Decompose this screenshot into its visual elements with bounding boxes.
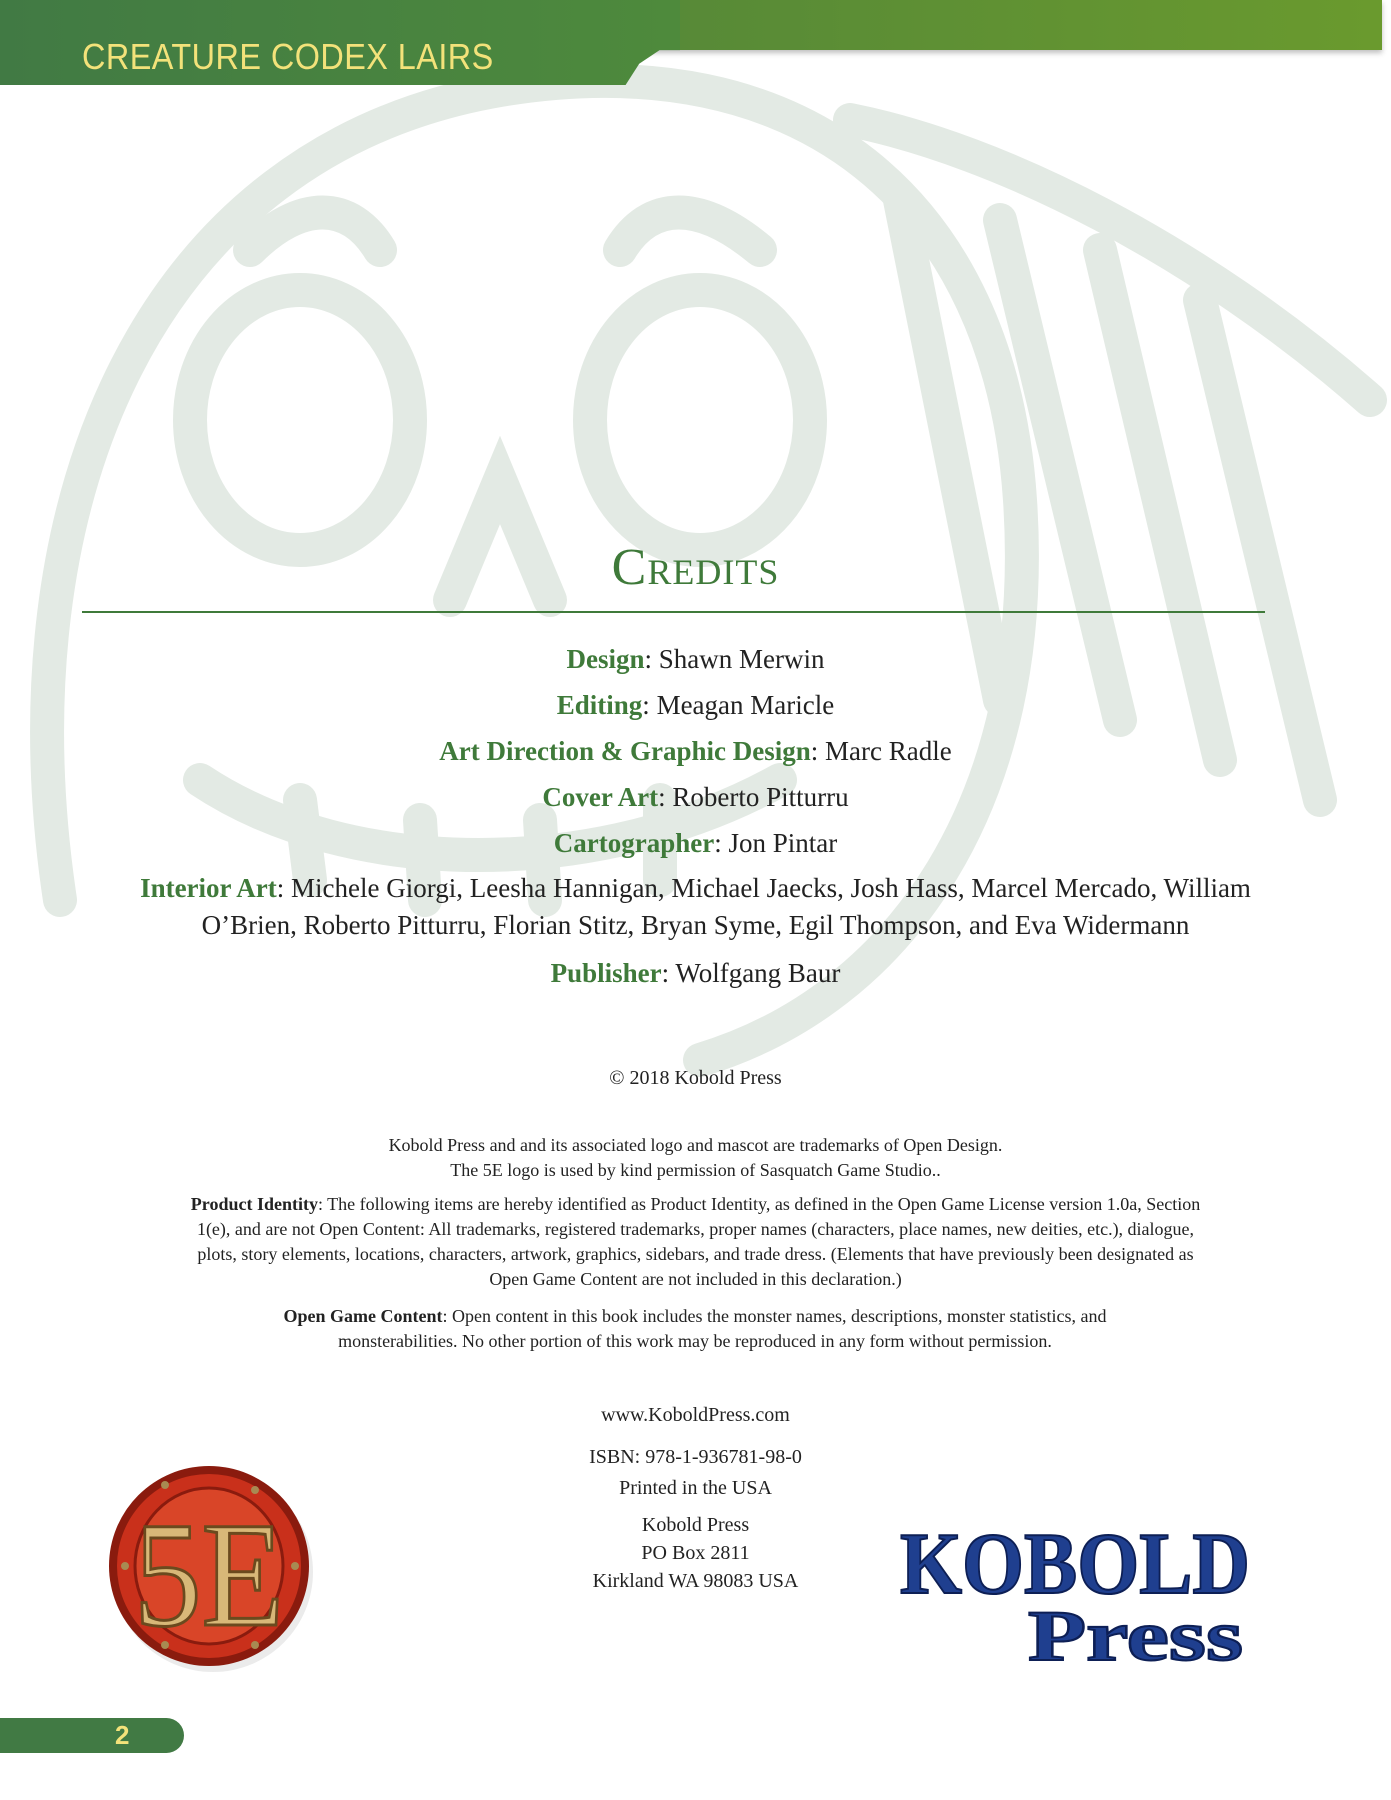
credit-role: Publisher	[550, 958, 662, 988]
address-line-3: Kirkland WA 98083 USA	[592, 1570, 799, 1592]
credit-editing: Editing: Meagan Maricle	[556, 690, 835, 720]
credit-role: Art Direction & Graphic Design	[439, 736, 811, 766]
website-link[interactable]: www.KoboldPress.com	[601, 1404, 790, 1426]
credit-role: Editing	[556, 690, 643, 720]
credit-art-direction: Art Direction & Graphic Design: Marc Radle	[439, 736, 952, 766]
product-identity-text: : The following items are hereby identified as Product Identity, as defined in the Open Game License version 1.0a, Section 1(e), and are not Open Content: All trademarks, registered trademarks, proper names (characters, place names, new deities, etc.), dialogue, plots, story elements, locations, characters, artwork, graphics, sidebars, and trade dress. (Elements that have previously been designated as Open Game Content are not included in this declaration.)	[196, 1194, 1201, 1289]
credit-cartographer: Cartographer: Jon Pintar	[553, 828, 838, 858]
5e-logo	[105, 1460, 315, 1675]
credit-role: Cartographer	[553, 828, 715, 858]
credits-title: Credits	[611, 539, 780, 596]
svg-text:5E: 5E	[134, 1492, 284, 1658]
credit-names: Roberto Pitturru	[672, 782, 849, 812]
title-rule	[82, 611, 1265, 613]
product-identity-label: Product Identity	[190, 1194, 318, 1214]
credits-list	[100, 636, 1291, 996]
credit-role: Interior Art	[140, 873, 277, 903]
credit-names: Marc Radle	[825, 736, 952, 766]
isbn: ISBN: 978-1-936781-98-0	[589, 1446, 802, 1468]
credit-cover-art: Cover Art: Roberto Pitturru	[542, 782, 849, 812]
address-line-1: Kobold Press	[641, 1514, 750, 1536]
ogc-label: Open Game Content	[283, 1306, 443, 1326]
page-number-tab	[0, 1718, 184, 1753]
kobold-press-logo	[900, 1515, 1255, 1665]
credit-names: Meagan Maricle	[656, 690, 835, 720]
product-identity	[190, 1192, 1201, 1292]
open-game-content	[235, 1304, 1155, 1354]
header-title: CREATURE CODEX LAIRS	[82, 36, 494, 77]
credit-names: Shawn Merwin	[658, 644, 825, 674]
trademark-line-1: Kobold Press and and its associated logo and mascot are trademarks of Open Design.	[388, 1135, 1003, 1155]
page-number: 2	[115, 1720, 130, 1750]
address-line-2: PO Box 2811	[641, 1542, 750, 1564]
credit-design: Design: Shawn Merwin	[566, 644, 825, 674]
trademark-line-2: The 5E logo is used by kind permission of Sasquatch Game Studio..	[450, 1160, 941, 1180]
printed-in: Printed in the USA	[619, 1477, 772, 1499]
ogc-text: : Open content in this book includes the monster names, descriptions, monster statistics, and monsterabilities. No other portion of this work may be reproduced in any form without permission.	[338, 1306, 1107, 1351]
credit-names: Wolfgang Baur	[675, 958, 841, 988]
credit-role: Cover Art	[542, 782, 659, 812]
svg-text:Press: Press	[1028, 1596, 1243, 1665]
credit-publisher: Publisher: Wolfgang Baur	[550, 958, 841, 988]
copyright: © 2018 Kobold Press	[609, 1067, 782, 1089]
trademark-notice	[190, 1133, 1201, 1183]
credit-interior-art: Interior Art: Michele Giorgi, Leesha Hannigan, Michael Jaecks, Josh Hass, Marcel Mercado, William O’Brien, Roberto Pitturru, Florian Stitz, Bryan Syme, Egil Thompson, and Eva Widermann	[140, 873, 1251, 940]
credit-role: Design	[566, 644, 645, 674]
svg-text:KOBOLD: KOBOLD	[900, 1516, 1250, 1613]
credit-names: Michele Giorgi, Leesha Hannigan, Michael Jaecks, Josh Hass, Marcel Mercado, William O’Brien, Roberto Pitturru, Florian Stitz, Bryan Syme, Egil Thompson, and Eva Widermann	[201, 873, 1251, 940]
credit-names: Jon Pintar	[728, 828, 838, 858]
